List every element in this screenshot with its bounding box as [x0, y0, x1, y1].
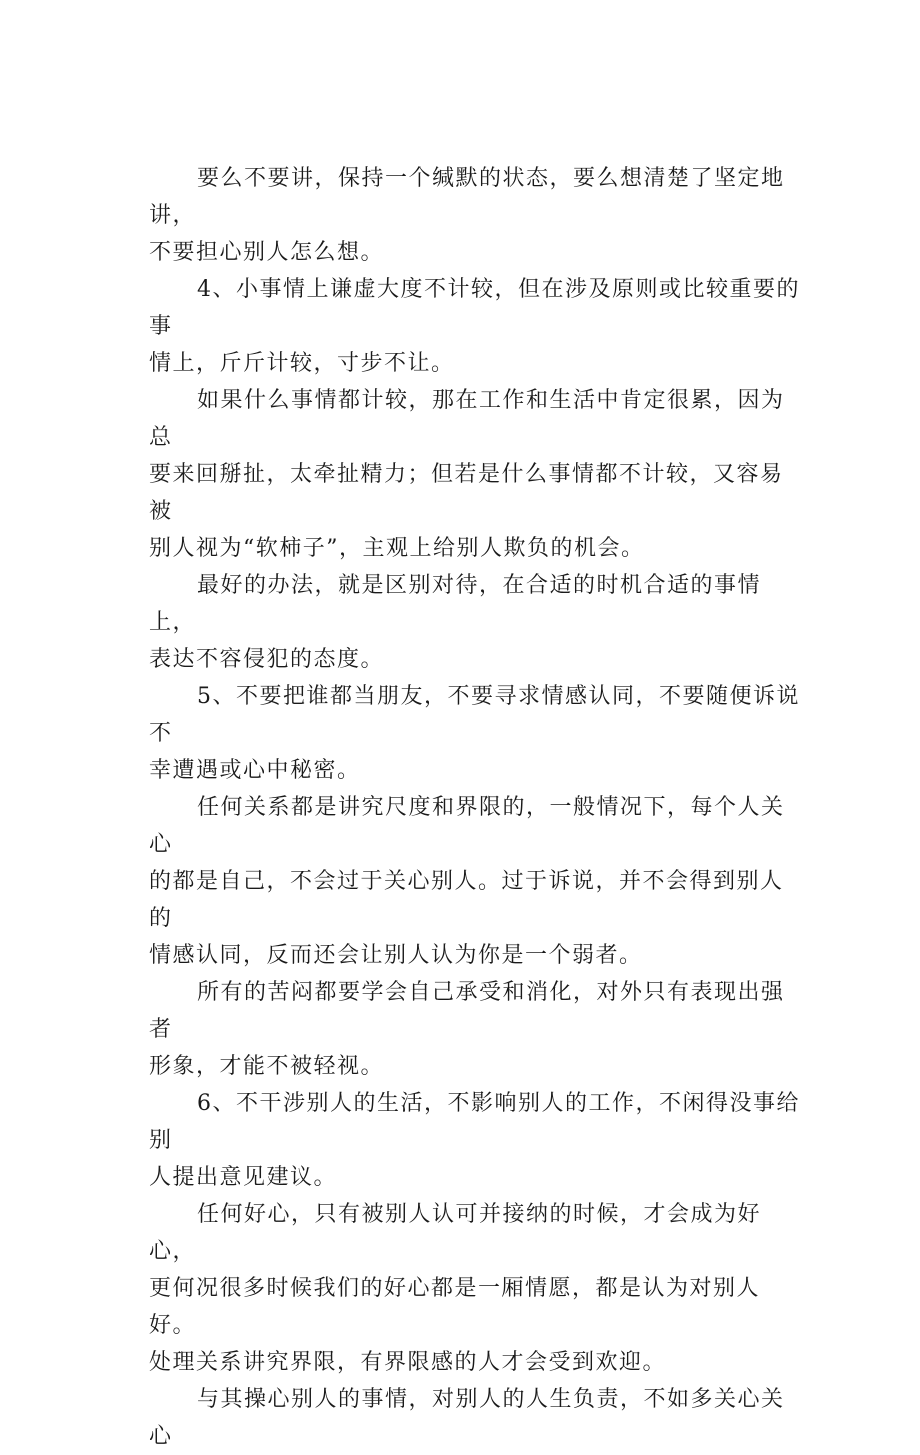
paragraph-point-6: 6、不干涉别人的生活，不影响别人的工作，不闲得没事给别 人提出意见建议。 — [149, 1091, 800, 1190]
paragraph: 任何好心，只有被别人认可并接纳的时候，才会成为好心， 更何况很多时候我们的好心都是一厢情愿，都是认为对别人好。 处理关系讲究界限，有界限感的人才会受到欢迎。 — [149, 1202, 762, 1375]
paragraph-point-5: 5、不要把谁都当朋友，不要寻求情感认同，不要随便诉说不 幸遭遇或心中秘密。 — [149, 684, 800, 783]
paragraph: 如果什么事情都计较，那在工作和生活中肯定很累，因为总 要来回掰扯，太牵扯精力；但若是什么事情都不计较，又容易被 别人视为“软柿子”，主观上给别人欺负的机会。 — [149, 388, 785, 561]
paragraph: 最好的办法，就是区别对待，在合适的时机合适的事情上， 表达不容侵犯的态度。 — [149, 573, 762, 672]
paragraph-point-4: 4、小事情上谦虚大度不计较，但在涉及原则或比较重要的事 情上，斤斤计较，寸步不让。 — [149, 277, 800, 376]
paragraph: 要么不要讲，保持一个缄默的状态，要么想清楚了坚定地讲， 不要担心别人怎么想。 — [149, 166, 785, 265]
paragraph: 任何关系都是讲究尺度和界限的，一般情况下，每个人关心 的都是自己，不会过于关心别人。过于诉说，并不会得到别人的 情感认同，反而还会让别人认为你是一个弱者。 — [149, 795, 785, 968]
paragraph: 所有的苦闷都要学会自己承受和消化，对外只有表现出强者 形象，才能不被轻视。 — [149, 980, 785, 1079]
paragraph: 与其操心别人的事情，对别人的人生负责，不如多关心关心 — [149, 1387, 785, 1449]
document-body — [149, 160, 804, 1455]
